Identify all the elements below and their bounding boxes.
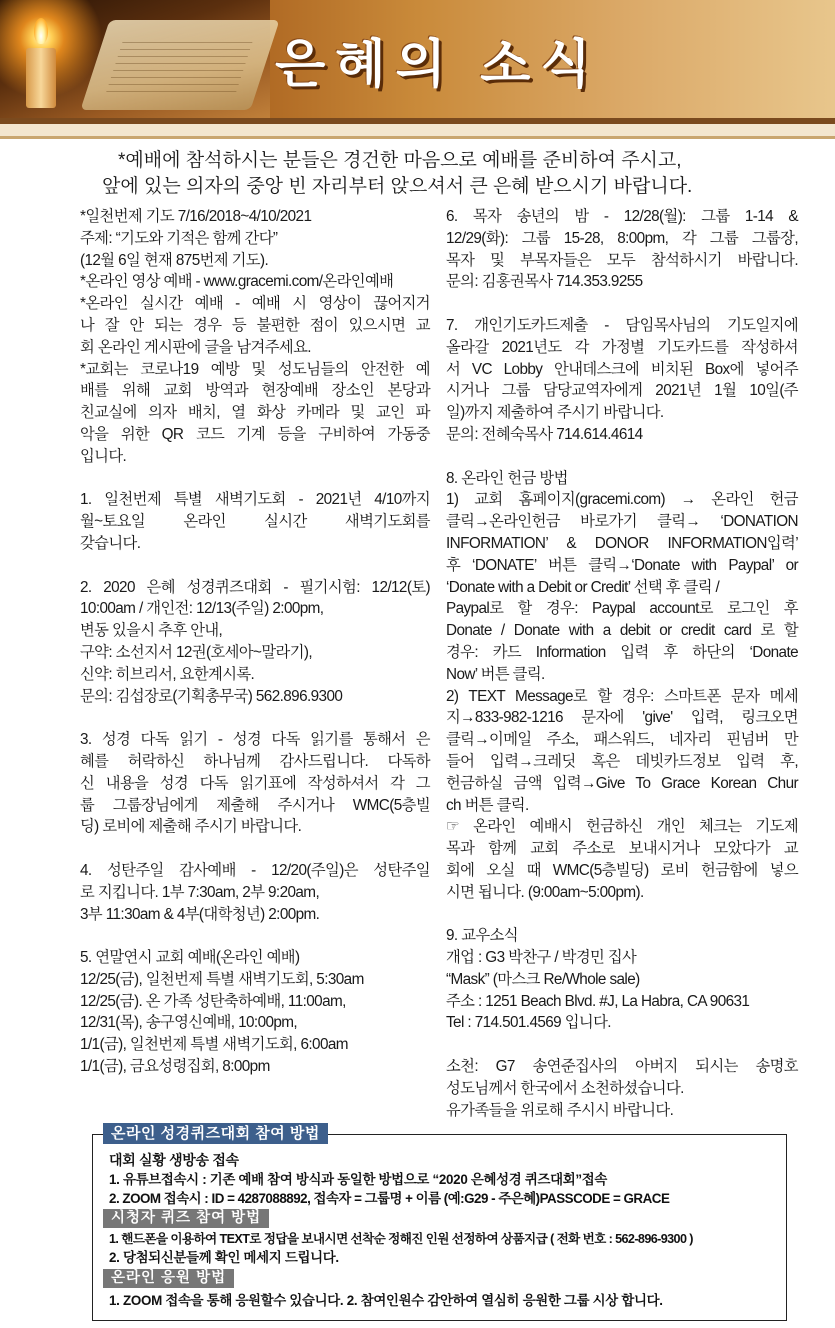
text-line: Now’ 버튼 클릭. (446, 665, 545, 683)
quiz-line: 1. ZOOM 접속을 통해 응원할수 있습니다. 2. 참여인원수 감안하여 열심히 응원한 그룹 시상 합니다. (109, 1293, 663, 1308)
text-line: 3부 11:30am & 4부(대학청년) 2:00pm. (80, 905, 320, 923)
text-line: 1/1(금), 일천번제 특별 새벽기도회, 6:00am (80, 1036, 348, 1054)
quiz-line: 2. ZOOM 접속시 : ID = 4287088892, 접속자 = 그룹명 + 이름 (예:G29 - 주은혜)PASSCODE = GRACE (109, 1191, 670, 1206)
text-line: 1/1(금), 금요성령집회, 8:00pm (80, 1058, 270, 1076)
text-line: 2. 2020 은혜 성경퀴즈대회 - 필기시험: 12/12(토) (80, 578, 430, 596)
text-line: 서 VC Lobby 안내데스크에 비치된 Box에 넣어주 (446, 360, 798, 378)
text-line: 개업 : G3 박찬구 / 박경민 집사 (446, 949, 637, 967)
text-line: 문의: 김홍권목사 714.353.9255 (446, 273, 643, 291)
text-line: 헌금하실 금액 입력→Give To Grace Korean Chur (446, 774, 798, 792)
text-line: 주제: “기도와 기적은 함께 간다” (80, 229, 278, 247)
left-column (80, 206, 430, 1078)
text-line: 10:00am / 개인전: 12/13(주일) 2:00pm, (80, 600, 324, 618)
text-line: 7. 개인기도카드제출 - 담임목사님의 기도일지에 (446, 316, 798, 334)
text-line: 들어 입력→크레딧 혹은 데빗카드정보 입력 후, (446, 752, 798, 770)
online-video-link[interactable]: *온라인 영상 예배 - www.gracemi.com/온라인예배 (80, 273, 394, 291)
intro-line: *예배에 참석하시는 분들은 경건한 마음으로 예배를 준비하여 주시고, (118, 150, 682, 171)
text-line: 입니다. (80, 447, 127, 465)
text-line: 갖습니다. (80, 534, 141, 552)
text-line: 목과 함께 교회 주소로 보내시거나 모았다가 교 (446, 840, 798, 858)
header-divider-thin (0, 136, 835, 139)
open-bible-image (80, 20, 279, 110)
text-line: *교회는 코로나19 예방 및 성도님들의 안전한 예 (80, 360, 430, 378)
text-line: 클릭→온라인헌금 바로가기 클릭→ ‘DONATION (446, 513, 798, 531)
text-line: 성도님께서 한국에서 소천하셨습니다. (446, 1079, 684, 1097)
text-line: 유가족들을 위로해 주시시 바랍니다. (446, 1101, 674, 1119)
text-line: “Mask” (마스크 Re/Whole sale) (446, 970, 640, 988)
text-line: 12/29(화): 그룹 15-28, 8:00pm, 각 그룹 그룹장, (446, 229, 798, 247)
text-line: 월~토요일 온라인 실시간 새벽기도회를 (80, 513, 430, 531)
text-line: 배를 위해 교회 방역과 현장예배 장소인 본당과 (80, 382, 430, 400)
quiz-line: 1. 핸드폰을 이용하여 TEXT로 정답을 보내시면 선착순 정해진 인원 선정하여 상품지급 ( 전화 번호 : 562-896-9300 ) (109, 1232, 693, 1246)
text-line: 지→833-982-1216 문자에 'give' 입력, 링크오면 (446, 709, 798, 727)
text-line: 9. 교우소식 (446, 927, 518, 945)
header-banner (0, 0, 835, 118)
text-line: 로 지킵니다. 1부 7:30am, 2부 9:20am, (80, 883, 320, 901)
quiz-line: 1. 유튜브접속시 : 기존 예배 참여 방식과 동일한 방법으로 “2020 은혜성경 퀴즈대회”접속 (109, 1172, 608, 1187)
text-line: 혜를 허락하신 하나님께 감사드립니다. 다독하 (80, 752, 430, 770)
candle-flame-icon (34, 18, 48, 44)
text-line: 목자 및 부목자들은 모두 참석하시기 바랍니다. (446, 251, 798, 269)
text-line: 친교실에 의자 배치, 열 화상 카메라 및 교인 파 (80, 404, 430, 422)
text-line: 신약: 히브리서, 요한계시록. (80, 665, 255, 683)
text-line: Tel : 714.501.4569 입니다. (446, 1014, 611, 1032)
text-line: Donate / Donate with a debit or credit card 로 할 (446, 622, 798, 640)
viewer-quiz-header: 시청자 퀴즈 참여 방법 (103, 1209, 269, 1228)
text-line: 5. 연말연시 교회 예배(온라인 예배) (80, 949, 300, 967)
text-line: 후 ‘DONATE’ 버튼 클릭→‘Donate with Paypal’ or (446, 556, 798, 574)
text-line: 8. 온라인 헌금 방법 (446, 469, 568, 487)
text-line: 문의: 김섭장로(기획총무국) 562.896.9300 (80, 687, 343, 705)
text-line: *일천번제 기도 7/16/2018~4/10/2021 (80, 208, 312, 225)
text-line: 올라갈 2021년도 각 가정별 기도카드를 작성하셔 (446, 338, 798, 356)
text-line: 일)까지 제출하여 주시기 바랍니다. (446, 404, 664, 422)
text-line: 1. 일천번제 특별 새벽기도회 - 2021년 4/10까지 (80, 491, 430, 509)
text-line: 시거나 그룹 담당교역자에게 2021년 1월 10일(주 (446, 382, 798, 400)
text-line: 2) TEXT Message로 할 경우: 스마트폰 문자 메세 (446, 687, 798, 705)
text-line: 주소 : 1251 Beach Blvd. #J, La Habra, CA 90631 (446, 992, 750, 1010)
online-cheer-header: 온라인 응원 방법 (103, 1269, 234, 1288)
text-line: 신 내용을 성경 다독 읽기표에 작성하셔서 각 그 (80, 774, 430, 792)
text-line: 회 온라인 게시판에 글을 남겨주세요. (80, 338, 311, 356)
text-line: Paypal로 할 경우: Paypal account로 로그인 후 (446, 600, 798, 618)
text-line: 소천: G7 송연준집사의 아버지 되시는 송명호 (446, 1058, 798, 1076)
text-line: ch 버튼 클릭. (446, 796, 529, 814)
text-line: 딩) 로비에 제출해 주시기 바랍니다. (80, 818, 302, 836)
text-line: 회에 오실 때 WMC(5층빌딩) 로비 헌금함에 넣으 (446, 861, 798, 879)
candle-image (26, 48, 56, 108)
header-divider-light (0, 124, 835, 136)
text-line: 12/25(금). 온 가족 성탄축하예배, 11:00am, (80, 992, 346, 1010)
text-line: 12/31(목), 송구영신예배, 10:00pm, (80, 1014, 298, 1032)
quiz-info-box (92, 1125, 787, 1321)
text-line: 경우: 카드 Information 입력 후 하단의 ‘Donate (446, 643, 798, 661)
text-line: 4. 성탄주일 감사예배 - 12/20(주일)은 성탄주일 (80, 861, 430, 879)
text-line: 룹 그룹장님에게 제출해 주시거나 WMC(5층빌 (80, 796, 430, 814)
right-column (446, 206, 798, 1121)
quiz-line: 2. 당첨되신분들께 확인 메세지 드립니다. (109, 1250, 339, 1265)
quiz-live-label: 대회 실황 생방송 접속 (109, 1152, 239, 1168)
text-line: 1) 교회 홈페이지(gracemi.com) → 온라인 헌금 (446, 491, 798, 509)
text-line: 구약: 소선지서 12권(호세아~말라기), (80, 643, 313, 661)
text-line: ☞ 온라인 예배시 헌금하신 개인 체크는 기도제 (446, 818, 798, 836)
text-line: 6. 목자 송년의 밤 - 12/28(월): 그룹 1-14 & (446, 208, 798, 225)
text-line: 악을 위한 QR 코드 기계 등을 구비하여 가동중 (80, 425, 430, 443)
text-line: 시면 됩니다. (9:00am~5:00pm). (446, 883, 644, 901)
text-line: 12/25(금), 일천번제 특별 새벽기도회, 5:30am (80, 970, 364, 988)
text-line: *온라인 실시간 예배 - 예배 시 영상이 끊어지거 (80, 295, 430, 313)
text-line: (12월 6일 현재 875번제 기도). (80, 251, 269, 269)
intro-notice (102, 148, 818, 200)
text-line: 나 잘 안 되는 경우 등 불편한 점이 있으시면 교 (80, 316, 430, 334)
text-line: 변동 있을시 추후 안내, (80, 622, 223, 640)
page-title: 은혜의 소식 (275, 36, 601, 94)
text-line: INFORMATION’ & DONOR INFORMATION입력’ (446, 534, 798, 552)
text-line: 3. 성경 다독 읽기 - 성경 다독 읽기를 통해서 은 (80, 731, 430, 749)
text-line: 클릭→이메일 주소, 패스워드, 네자리 핀넘버 만 (446, 731, 798, 749)
intro-line: 앞에 있는 의자의 중앙 빈 자리부터 앉으셔서 큰 은혜 받으시기 바랍니다. (102, 176, 693, 197)
quiz-section-header: 온라인 성경퀴즈대회 참여 방법 (103, 1123, 328, 1144)
text-line: 문의: 전혜숙목사 714.614.4614 (446, 425, 643, 443)
text-line: ‘Donate with a Debit or Credit’ 선택 후 클릭 / (446, 578, 720, 596)
